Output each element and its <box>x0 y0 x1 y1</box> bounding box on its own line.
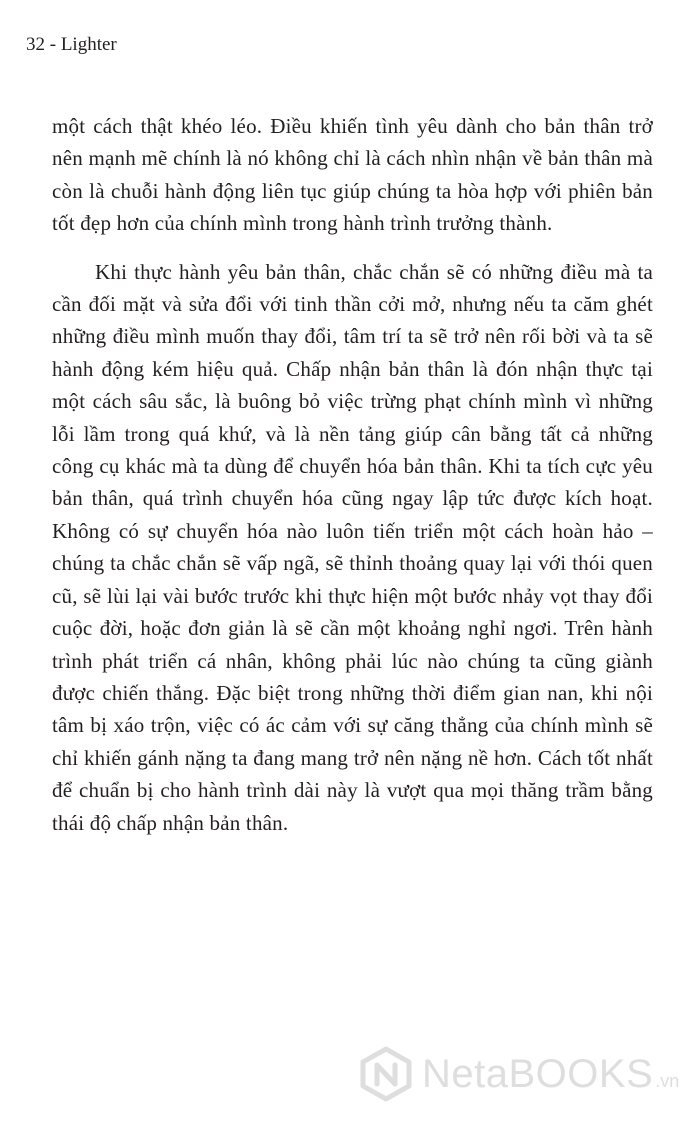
page-number: 32 <box>26 34 45 55</box>
paragraph-continuation: một cách thật khéo léo. Điều khiến tình yêu dành cho bản thân trở nên mạnh mẽ chính là nó không chỉ là cách nhìn nhận về bản thân mà còn là chuỗi hành động liên tục giúp chúng ta hòa hợp với phiên bản tốt đẹp hơn của chính mình trong hành trình trưởng thành. <box>52 114 653 236</box>
neta-n-logo-icon <box>358 1046 414 1102</box>
header-separator: - <box>49 34 57 55</box>
running-header <box>26 34 117 56</box>
paragraph-self-acceptance: Khi thực hành yêu bản thân, chắc chắn sẽ có những điều mà ta cần đối mặt và sửa đổi với tinh thần cởi mở, nhưng nếu ta căm ghét những điều mình muốn thay đổi, tâm trí ta sẽ trở nên rối bời và ta sẽ hành động kém hiệu quả. Chấp nhận bản thân là đón nhận thực tại một cách sâu sắc, là buông bỏ việc trừng phạt chính mình vì những lỗi lầm trong quá khứ, và là nền tảng giúp cân bằng tất cả những công cụ khác mà ta dùng để chuyển hóa bản thân. Khi ta tích cực yêu bản thân, quá trình chuyển hóa cũng ngay lập tức được kích hoạt. Không có sự chuyển hóa nào luôn tiến triển một cách hoàn hảo – chúng ta chắc chắn sẽ vấp ngã, sẽ thỉnh thoảng quay lại với thói quen cũ, sẽ lùi lại vài bước trước khi thực hiện một bước nhảy vọt thay đổi cuộc đời, hoặc đơn giản là sẽ cần một khoảng nghỉ ngơi. Trên hành trình phát triển cá nhân, không phải lúc nào chúng ta cũng giành được chiến thắng. Đặc biệt trong những thời điểm gian nan, khi nội tâm bị xáo trộn, việc có ác cảm với sự căng thẳng của chính mình sẽ chỉ khiến gánh nặng ta đang mang trở nên nặng nề hơn. Cách tốt nhất để chuẩn bị cho hành trình dài này là vượt qua mọi thăng trầm bằng thái độ chấp nhận bản thân. <box>52 259 653 835</box>
watermark-suffix: .vn <box>655 1071 680 1091</box>
watermark-brand: NetaBOOKS <box>422 1051 654 1096</box>
book-title: Lighter <box>60 34 117 55</box>
page-body <box>52 110 653 839</box>
watermark <box>358 1046 679 1102</box>
